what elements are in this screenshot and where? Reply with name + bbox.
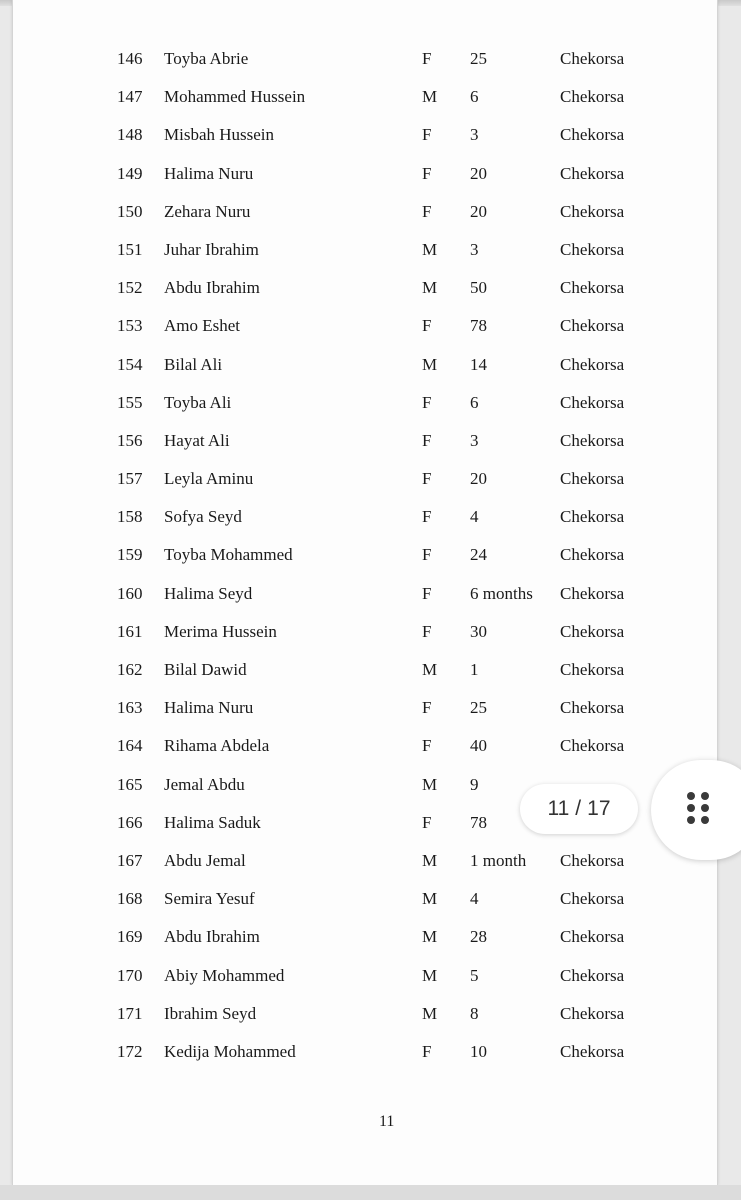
row-age: 24 (470, 545, 487, 565)
row-name: Halima Nuru (164, 163, 254, 183)
row-name: Toyba Ali (164, 392, 232, 412)
row-sex: F (422, 49, 432, 68)
row-number: 171 (117, 1003, 143, 1023)
row-sex: M (422, 87, 438, 107)
row-place: Chekorsa (560, 469, 625, 489)
row-sex: F (422, 1041, 432, 1061)
row-place: Chekorsa (560, 850, 625, 870)
row-number: 155 (117, 392, 143, 412)
row-age: 20 (470, 201, 487, 221)
row-place: Chekorsa (560, 621, 625, 641)
record-list (13, 40, 717, 1071)
row-name: Halima Saduk (164, 812, 261, 832)
row-number: 163 (117, 698, 143, 718)
row-name: Toyba Abrie (164, 49, 249, 68)
row-number: 164 (117, 736, 143, 756)
row-name: Toyba Mohammed (164, 545, 293, 565)
table-row (13, 346, 717, 384)
row-sex: M (422, 774, 438, 794)
row-age: 6 months (470, 583, 533, 603)
row-age: 28 (470, 927, 487, 947)
row-age: 50 (470, 278, 487, 298)
row-name: Halima Seyd (164, 583, 253, 603)
table-row (13, 957, 717, 995)
row-age: 20 (470, 469, 487, 489)
row-number: 153 (117, 316, 143, 336)
table-row (13, 880, 717, 918)
row-name: Semira Yesuf (164, 889, 255, 909)
table-row (13, 498, 717, 536)
row-place: Chekorsa (560, 87, 625, 107)
row-sex: F (422, 583, 432, 603)
table-row (13, 231, 717, 269)
row-age: 78 (470, 316, 487, 336)
row-name: Merima Hussein (164, 621, 277, 641)
row-age: 40 (470, 736, 487, 756)
row-name: Mohammed Hussein (164, 87, 306, 107)
row-sex: F (422, 545, 432, 565)
row-name: Kedija Mohammed (164, 1041, 296, 1061)
grid-view-button[interactable] (651, 760, 741, 860)
table-row (13, 422, 717, 460)
row-place: Chekorsa (560, 660, 625, 679)
page-indicator[interactable] (520, 784, 638, 834)
row-number: 150 (117, 201, 143, 221)
row-place: Chekorsa (560, 430, 625, 450)
row-number: 149 (117, 163, 143, 183)
row-sex: F (422, 698, 432, 718)
row-place: Chekorsa (560, 163, 625, 183)
row-name: Hayat Ali (164, 430, 230, 450)
row-number: 147 (117, 87, 143, 107)
row-number: 162 (117, 660, 143, 679)
row-name: Abdu Ibrahim (164, 927, 260, 947)
table-row (13, 651, 717, 689)
row-place: Chekorsa (560, 965, 625, 985)
row-age: 20 (470, 163, 487, 183)
table-row (13, 460, 717, 498)
row-name: Misbah Hussein (164, 125, 275, 145)
row-sex: F (422, 163, 432, 183)
row-name: Amo Eshet (164, 316, 241, 336)
row-place: Chekorsa (560, 1003, 625, 1023)
total-pages: 17 (587, 797, 611, 820)
row-name: Bilal Ali (164, 354, 223, 374)
row-place: Chekorsa (560, 201, 625, 221)
row-place: Chekorsa (560, 239, 625, 259)
table-row (13, 78, 717, 116)
row-sex: M (422, 278, 438, 298)
row-age: 3 (470, 125, 479, 145)
row-number: 161 (117, 621, 143, 641)
row-age: 14 (470, 354, 487, 374)
row-sex: M (422, 889, 438, 909)
row-place: Chekorsa (560, 736, 625, 756)
row-name: Abdu Ibrahim (164, 278, 260, 298)
row-name: Sofya Seyd (164, 507, 242, 527)
row-place: Chekorsa (560, 316, 625, 336)
document-page (12, 0, 718, 1185)
row-sex: M (422, 354, 438, 374)
table-row (13, 689, 717, 727)
row-name: Leyla Aminu (164, 469, 254, 489)
row-age: 25 (470, 698, 487, 718)
row-place: Chekorsa (560, 1041, 625, 1061)
row-sex: M (422, 660, 438, 679)
row-number: 157 (117, 469, 143, 489)
row-sex: F (422, 201, 432, 221)
table-row (13, 918, 717, 956)
row-age: 5 (470, 965, 479, 985)
row-sex: M (422, 850, 438, 870)
row-sex: F (422, 621, 432, 641)
row-age: 3 (470, 239, 479, 259)
row-name: Zehara Nuru (164, 201, 251, 221)
row-sex: F (422, 392, 432, 412)
row-sex: F (422, 469, 432, 489)
row-sex: M (422, 239, 438, 259)
row-number: 156 (117, 430, 143, 450)
row-place: Chekorsa (560, 354, 625, 374)
row-number: 152 (117, 278, 143, 298)
row-number: 166 (117, 812, 143, 832)
row-number: 167 (117, 850, 143, 870)
row-number: 159 (117, 545, 143, 565)
row-place: Chekorsa (560, 278, 625, 298)
row-name: Rihama Abdela (164, 736, 270, 756)
row-number: 158 (117, 507, 143, 527)
row-name: Halima Nuru (164, 698, 254, 718)
table-row (13, 307, 717, 345)
row-name: Abiy Mohammed (164, 965, 285, 985)
viewer-bottom-edge (0, 1185, 741, 1200)
row-sex: M (422, 1003, 438, 1023)
table-row (13, 116, 717, 154)
row-age: 3 (470, 430, 479, 450)
row-place: Chekorsa (560, 583, 625, 603)
page-number: 11 (379, 1113, 395, 1130)
row-sex: F (422, 736, 432, 756)
row-name: Juhar Ibrahim (164, 239, 259, 259)
row-age: 8 (470, 1003, 479, 1023)
row-number: 165 (117, 774, 143, 794)
row-age: 10 (470, 1041, 487, 1061)
table-row (13, 155, 717, 193)
row-sex: F (422, 430, 432, 450)
table-row (13, 536, 717, 574)
row-number: 148 (117, 125, 143, 145)
row-sex: F (422, 812, 432, 832)
row-place: Chekorsa (560, 392, 625, 412)
table-row (13, 995, 717, 1033)
page-separator: / (575, 797, 582, 820)
row-number: 168 (117, 889, 143, 909)
row-place: Chekorsa (560, 698, 625, 718)
row-number: 169 (117, 927, 143, 947)
row-number: 160 (117, 583, 143, 603)
row-age: 1 month (470, 850, 527, 870)
table-row (13, 40, 717, 78)
table-row (13, 1033, 717, 1071)
row-age: 6 (470, 392, 479, 412)
table-row (13, 727, 717, 765)
row-place: Chekorsa (560, 927, 625, 947)
row-age: 1 (470, 660, 479, 679)
row-sex: M (422, 927, 438, 947)
grid-dots-icon (687, 792, 713, 828)
row-name: Bilal Dawid (164, 660, 247, 679)
row-age: 30 (470, 621, 487, 641)
row-age: 9 (470, 774, 479, 794)
row-number: 172 (117, 1041, 143, 1061)
table-row (13, 384, 717, 422)
row-place: Chekorsa (560, 507, 625, 527)
row-number: 154 (117, 354, 143, 374)
row-place: Chekorsa (560, 125, 625, 145)
row-name: Ibrahim Seyd (164, 1003, 257, 1023)
row-sex: F (422, 316, 432, 336)
row-name: Jemal Abdu (164, 774, 245, 794)
row-place: Chekorsa (560, 545, 625, 565)
row-name: Abdu Jemal (164, 850, 246, 870)
row-age: 4 (470, 507, 479, 527)
row-sex: F (422, 125, 432, 145)
row-sex: M (422, 965, 438, 985)
row-place: Chekorsa (560, 49, 625, 68)
row-number: 151 (117, 239, 143, 259)
row-age: 25 (470, 49, 487, 68)
table-row (13, 575, 717, 613)
row-sex: F (422, 507, 432, 527)
row-place: Chekorsa (560, 889, 625, 909)
table-row (13, 842, 717, 880)
table-row (13, 193, 717, 231)
current-page: 11 (547, 797, 570, 820)
row-age: 78 (470, 812, 487, 832)
table-row (13, 269, 717, 307)
row-age: 6 (470, 87, 479, 107)
table-row (13, 613, 717, 651)
row-number: 146 (117, 49, 143, 68)
row-age: 4 (470, 889, 479, 909)
row-number: 170 (117, 965, 143, 985)
